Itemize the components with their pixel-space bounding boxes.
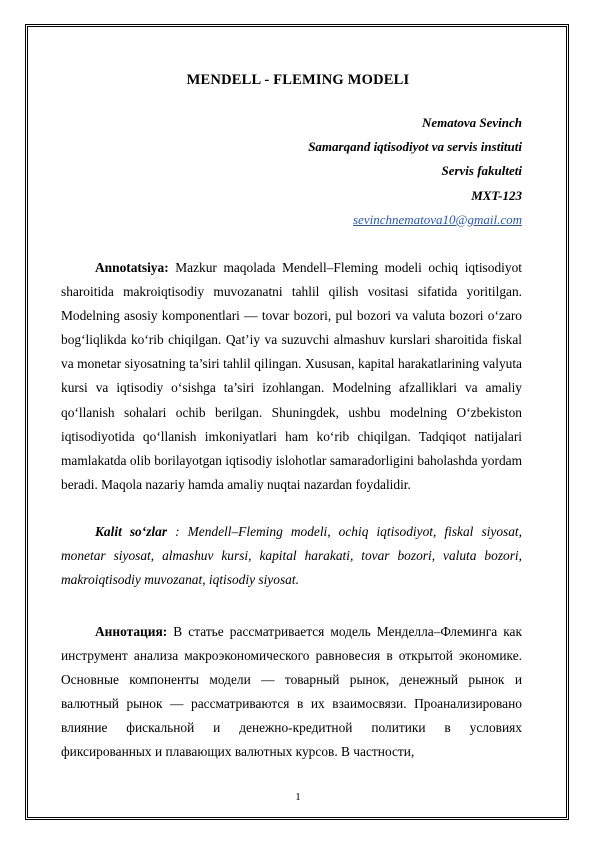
annotation-ru [61,620,522,765]
author-institute: Samarqand iqtisodiyot va servis instituti [308,139,522,155]
author-faculty: Servis fakulteti [441,163,522,179]
annotation-ru-text: В статье рассматривается модель Менделла–Флеминга как инструмент анализа макроэкономического равновесия в открытой экономике. Основные компоненты модели — товарный рынок, денежный рынок и валютный рынок — рассматриваются в их взаимосвязи. Проанализировано влияние фискальной и денежно-кредитной политики в условиях фиксированных и плавающих валютных курсов. В частности, [61,624,522,760]
page-number: 1 [295,791,301,803]
annotation-uz-label: Annotatsiya: [95,260,169,275]
author-group: MXT-123 [471,187,522,203]
keywords-uz [61,520,522,592]
annotation-uz-text: Mazkur maqolada Mendell–Fleming modeli ochiq iqtisodiyot sharoitida makroiqtisodiy muvozanatni tahlil qilish vositasi sifatida yoritilgan. Modelning asosiy komponentlari — tovar bozori, pul bozori va valuta bozori o‘zaro bog‘liqlikda ko‘rib chiqilgan. Qat’iy va suzuvchi almashuv kurslari sharoitida fiskal va monetar siyosatning ta’siri tahlil qilingan. Xususan, kapital harakatlarining valyuta kursi va iqtisodiy o‘sishga ta’siri izohlangan. Modelning afzalliklari va amaliy qo‘llanish sohalari ochib berilgan. Shuningdek, ushbu modelning O‘zbekiston iqtisodiyotida qo‘llanish imkoniyatlari ham ko‘rib chiqilgan. Tadqiqot natijalari mamlakatda olib borilayotgan iqtisodiy islohotlar samaradorligini baholashda yordam beradi. Maqola nazariy hamda amaliy nuqtai nazardan foydalidir. [61,260,522,492]
author-name: Nematova Sevinch [421,115,522,130]
paper-title: MENDELL - FLEMING MODELI [186,72,410,88]
author-block [308,111,522,232]
annotation-uz [61,256,522,497]
annotation-ru-label: Аннотация: [95,624,168,639]
keywords-uz-label: Kalit so‘zlar [95,524,168,539]
keywords-uz-text: : Mendell–Fleming modeli, ochiq iqtisodiyot, fiskal siyosat, monetar siyosat, almashuv kursi, kapital harakati, tovar bozori, valuta bozori, makroiqtisodiy muvozanat, iqtisodiy siyosat. [61,524,522,588]
author-email-link[interactable]: sevinchnematova10@gmail.com [353,211,522,227]
